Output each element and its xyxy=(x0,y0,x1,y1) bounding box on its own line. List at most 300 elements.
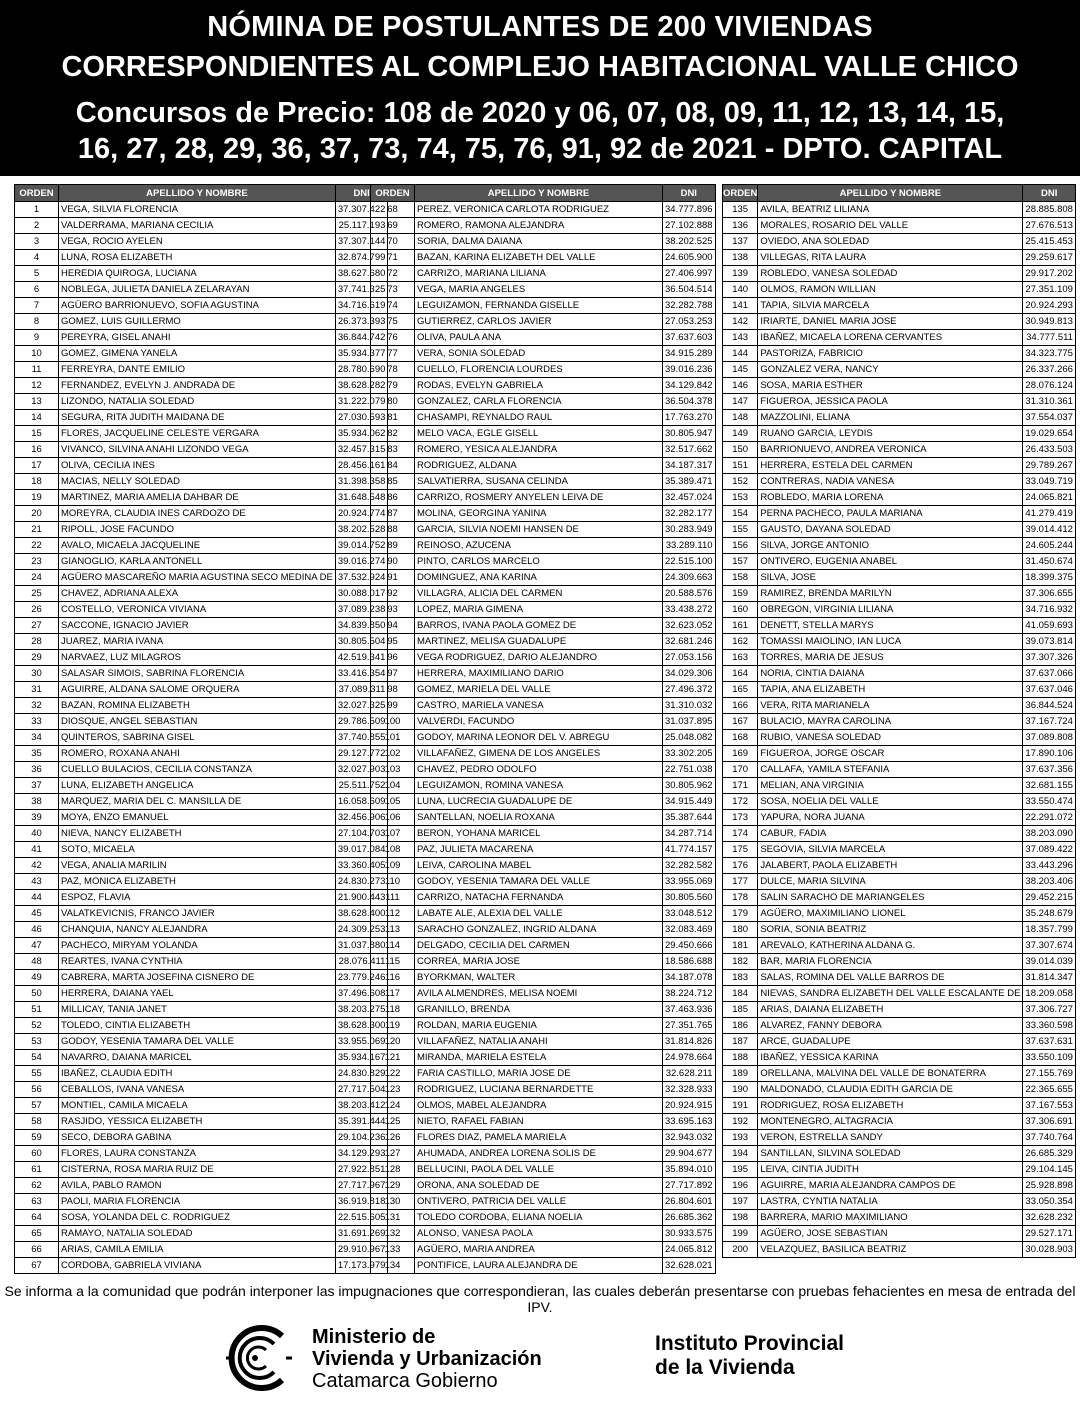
row-dni: 33.048.512 xyxy=(663,906,716,922)
row-dni: 38.203.090 xyxy=(1023,826,1076,842)
table-row xyxy=(371,1050,716,1066)
row-dni: 32.943.032 xyxy=(663,1130,716,1146)
table-row xyxy=(371,490,716,506)
row-orden: 134 xyxy=(371,1258,415,1274)
row-nombre: CHAVEZ, ADRIANA ALEXA xyxy=(59,586,336,602)
row-dni: 32.282.582 xyxy=(663,858,716,874)
table-row xyxy=(723,346,1076,362)
row-orden: 54 xyxy=(15,1050,59,1066)
row-dni: 18.586.688 xyxy=(663,954,716,970)
row-orden: 112 xyxy=(371,906,415,922)
row-orden: 108 xyxy=(371,842,415,858)
row-dni: 31.037.880 xyxy=(335,938,388,954)
row-nombre: SALIN SARACHO DE MARIANGELES xyxy=(758,890,1023,906)
table-row xyxy=(723,1226,1076,1242)
row-dni: 37.740.855 xyxy=(335,730,388,746)
row-nombre: TOMASSI MAIOLINO, IAN LUCA xyxy=(758,634,1023,650)
row-orden: 189 xyxy=(723,1066,758,1082)
row-nombre: PAZ, MONICA ELIZABETH xyxy=(59,874,336,890)
row-nombre: IBAÑEZ, MICAELA LORENA CERVANTES xyxy=(758,330,1023,346)
row-dni: 31.814.347 xyxy=(1023,970,1076,986)
table-row xyxy=(15,986,388,1002)
row-nombre: FIGUEROA, JESSICA PAOLA xyxy=(758,394,1023,410)
row-dni: 31.037.895 xyxy=(663,714,716,730)
table-row xyxy=(15,1242,388,1258)
row-orden: 13 xyxy=(15,394,59,410)
row-orden: 133 xyxy=(371,1242,415,1258)
table-row xyxy=(15,1002,388,1018)
row-orden: 191 xyxy=(723,1098,758,1114)
row-nombre: IBAÑEZ, YESSICA KARINA xyxy=(758,1050,1023,1066)
row-dni: 28.076.411 xyxy=(335,954,388,970)
row-dni: 38.202.525 xyxy=(663,234,716,250)
row-orden: 80 xyxy=(371,394,415,410)
table-row xyxy=(15,602,388,618)
row-nombre: MOYA, ENZO EMANUEL xyxy=(59,810,336,826)
row-dni: 29.127.772 xyxy=(335,746,388,762)
row-nombre: LEGUIZAMON, FERNANDA GISELLE xyxy=(415,298,663,314)
row-dni: 24.978.664 xyxy=(663,1050,716,1066)
row-orden: 35 xyxy=(15,746,59,762)
row-nombre: GUTIERREZ, CARLOS JAVIER xyxy=(415,314,663,330)
table-row xyxy=(371,922,716,938)
table-row xyxy=(15,202,388,218)
table-row xyxy=(723,1082,1076,1098)
row-dni: 18.357.799 xyxy=(1023,922,1076,938)
table-row xyxy=(723,298,1076,314)
row-dni: 34.187.317 xyxy=(663,458,716,474)
table-row xyxy=(371,362,716,378)
row-dni: 29.910.967 xyxy=(335,1242,388,1258)
row-dni: 32.628.232 xyxy=(1023,1210,1076,1226)
row-nombre: AVILA, PABLO RAMON xyxy=(59,1178,336,1194)
row-dni: 34.716.932 xyxy=(1023,602,1076,618)
row-dni: 31.310.032 xyxy=(663,698,716,714)
table-row xyxy=(371,1146,716,1162)
row-nombre: PAZ, JULIETA MACARENA xyxy=(415,842,663,858)
row-dni: 38.202.528 xyxy=(335,522,388,538)
row-nombre: RODRIGUEZ, LUCIANA BERNARDETTE xyxy=(415,1082,663,1098)
row-nombre: CALLAFA, YAMILA STEFANIA xyxy=(758,762,1023,778)
table-row xyxy=(371,714,716,730)
row-orden: 182 xyxy=(723,954,758,970)
table-row xyxy=(371,1066,716,1082)
row-nombre: SEGOVIA, SILVIA MARCELA xyxy=(758,842,1023,858)
row-orden: 176 xyxy=(723,858,758,874)
row-nombre: BAZAN, ROMINA ELIZABETH xyxy=(59,698,336,714)
row-orden: 88 xyxy=(371,522,415,538)
row-orden: 160 xyxy=(723,602,758,618)
row-nombre: NIEVAS, SANDRA ELIZABETH DEL VALLE ESCALANTE DE xyxy=(758,986,1023,1002)
row-nombre: LOPEZ, MARIA GIMENA xyxy=(415,602,663,618)
row-nombre: AGÜERO MASCAREÑO MARIA AGUSTINA SECO MEDINA DE xyxy=(59,570,336,586)
table-row xyxy=(15,618,388,634)
table-row xyxy=(15,778,388,794)
row-orden: 19 xyxy=(15,490,59,506)
row-dni: 27.717.967 xyxy=(335,1178,388,1194)
table-row xyxy=(15,938,388,954)
table-row xyxy=(371,442,716,458)
row-orden: 68 xyxy=(371,202,415,218)
row-orden: 32 xyxy=(15,698,59,714)
table-row xyxy=(723,522,1076,538)
table-row xyxy=(371,906,716,922)
row-orden: 18 xyxy=(15,474,59,490)
table-row xyxy=(723,1162,1076,1178)
row-dni: 18.399.375 xyxy=(1023,570,1076,586)
row-orden: 5 xyxy=(15,266,59,282)
row-orden: 102 xyxy=(371,746,415,762)
table-row xyxy=(371,1178,716,1194)
row-orden: 138 xyxy=(723,250,758,266)
row-dni: 31.310.361 xyxy=(1023,394,1076,410)
row-dni: 32.457.024 xyxy=(663,490,716,506)
table-row xyxy=(371,282,716,298)
row-nombre: CUELLO, FLORENCIA LOURDES xyxy=(415,362,663,378)
row-nombre: GARCIA, SILVIA NOEMI HANSEN DE xyxy=(415,522,663,538)
table-row xyxy=(371,426,716,442)
row-orden: 107 xyxy=(371,826,415,842)
row-nombre: CEBALLOS, IVANA VANESA xyxy=(59,1082,336,1098)
table-row xyxy=(15,634,388,650)
table-row xyxy=(723,1210,1076,1226)
row-dni: 32.027.903 xyxy=(335,762,388,778)
row-nombre: MELIAN, ANA VIRGINIA xyxy=(758,778,1023,794)
table-row xyxy=(723,234,1076,250)
row-nombre: GODOY, YESENIA TAMARA DEL VALLE xyxy=(59,1034,336,1050)
row-nombre: OLIVA, PAULA ANA xyxy=(415,330,663,346)
row-nombre: CORREA, MARIA JOSE xyxy=(415,954,663,970)
row-dni: 30.933.575 xyxy=(663,1226,716,1242)
row-orden: 121 xyxy=(371,1050,415,1066)
table-row xyxy=(15,506,388,522)
row-orden: 157 xyxy=(723,554,758,570)
table-row xyxy=(15,762,388,778)
row-nombre: HERRERA, MAXIMILIANO DARIO xyxy=(415,666,663,682)
row-dni: 22.515.100 xyxy=(663,554,716,570)
row-orden: 119 xyxy=(371,1018,415,1034)
row-orden: 17 xyxy=(15,458,59,474)
row-orden: 72 xyxy=(371,266,415,282)
row-nombre: NAVARRO, DAIANA MARICEL xyxy=(59,1050,336,1066)
row-orden: 161 xyxy=(723,618,758,634)
row-dni: 26.804.601 xyxy=(663,1194,716,1210)
row-nombre: ROLDAN, MARIA EUGENIA xyxy=(415,1018,663,1034)
row-dni: 25.415.453 xyxy=(1023,234,1076,250)
row-orden: 199 xyxy=(723,1226,758,1242)
table-row xyxy=(371,1130,716,1146)
header-nombre: APELLIDO Y NOMBRE xyxy=(415,185,663,202)
row-orden: 34 xyxy=(15,730,59,746)
row-dni: 27.155.769 xyxy=(1023,1066,1076,1082)
row-orden: 166 xyxy=(723,698,758,714)
row-dni: 36.504.378 xyxy=(663,394,716,410)
row-dni: 34.915.289 xyxy=(663,346,716,362)
row-nombre: AGUIRRE, MARIA ALEJANDRA CAMPOS DE xyxy=(758,1178,1023,1194)
row-nombre: VILLAFAÑEZ, GIMENA DE LOS ANGELES xyxy=(415,746,663,762)
row-dni: 27.406.997 xyxy=(663,266,716,282)
row-dni: 27.030.593 xyxy=(335,410,388,426)
row-nombre: CARRIZO, ROSMERY ANYELEN LEIVA DE xyxy=(415,490,663,506)
row-dni: 35.391.444 xyxy=(335,1114,388,1130)
table-row xyxy=(723,602,1076,618)
row-nombre: DULCE, MARIA SILVINA xyxy=(758,874,1023,890)
row-orden: 25 xyxy=(15,586,59,602)
row-orden: 53 xyxy=(15,1034,59,1050)
row-orden: 1 xyxy=(15,202,59,218)
row-nombre: BARRERA, MARIO MAXIMILIANO xyxy=(758,1210,1023,1226)
row-orden: 92 xyxy=(371,586,415,602)
table-row xyxy=(723,714,1076,730)
table-row xyxy=(723,890,1076,906)
row-dni: 33.416.354 xyxy=(335,666,388,682)
row-dni: 38.203.275 xyxy=(335,1002,388,1018)
table-row xyxy=(723,458,1076,474)
row-dni: 30.805.504 xyxy=(335,634,388,650)
table-row xyxy=(15,1226,388,1242)
row-orden: 33 xyxy=(15,714,59,730)
row-nombre: RAMAYO, NATALIA SOLEDAD xyxy=(59,1226,336,1242)
table-row xyxy=(15,682,388,698)
row-nombre: FERNANDEZ, EVELYN J. ANDRADA DE xyxy=(59,378,336,394)
row-dni: 27.496.372 xyxy=(663,682,716,698)
table-row xyxy=(15,1034,388,1050)
row-orden: 74 xyxy=(371,298,415,314)
row-nombre: VERON, ESTRELLA SANDY xyxy=(758,1130,1023,1146)
row-orden: 57 xyxy=(15,1098,59,1114)
row-dni: 37.167.553 xyxy=(1023,1098,1076,1114)
row-dni: 27.053.253 xyxy=(663,314,716,330)
row-orden: 103 xyxy=(371,762,415,778)
row-orden: 101 xyxy=(371,730,415,746)
row-dni: 34.187.078 xyxy=(663,970,716,986)
row-nombre: PASTORIZA, FABRICIO xyxy=(758,346,1023,362)
row-orden: 162 xyxy=(723,634,758,650)
row-nombre: AHUMADA, ANDREA LORENA SOLIS DE xyxy=(415,1146,663,1162)
row-orden: 59 xyxy=(15,1130,59,1146)
header-nombre: APELLIDO Y NOMBRE xyxy=(59,185,336,202)
table-row xyxy=(371,986,716,1002)
table-row xyxy=(371,1194,716,1210)
header-orden: ORDEN xyxy=(371,185,415,202)
row-dni: 34.839.850 xyxy=(335,618,388,634)
table-row xyxy=(15,826,388,842)
row-dni: 37.741.325 xyxy=(335,282,388,298)
table-row xyxy=(371,330,716,346)
row-dni: 37.637.066 xyxy=(1023,666,1076,682)
row-nombre: SOTO, MICAELA xyxy=(59,842,336,858)
header-orden: ORDEN xyxy=(15,185,59,202)
row-nombre: MOREYRA, CLAUDIA INES CARDOZO DE xyxy=(59,506,336,522)
row-dni: 16.058.609 xyxy=(335,794,388,810)
row-dni: 17.890.106 xyxy=(1023,746,1076,762)
row-nombre: RODAS, EVELYN GABRIELA xyxy=(415,378,663,394)
table-row xyxy=(371,1242,716,1258)
row-nombre: SILVA, JORGE ANTONIO xyxy=(758,538,1023,554)
row-orden: 16 xyxy=(15,442,59,458)
table-row xyxy=(371,474,716,490)
row-dni: 29.786.509 xyxy=(335,714,388,730)
row-orden: 40 xyxy=(15,826,59,842)
row-nombre: MELO VACA, EGLE GISELL xyxy=(415,426,663,442)
row-orden: 178 xyxy=(723,890,758,906)
row-dni: 37.637.046 xyxy=(1023,682,1076,698)
table-row xyxy=(371,778,716,794)
row-dni: 29.904.677 xyxy=(663,1146,716,1162)
row-orden: 66 xyxy=(15,1242,59,1258)
row-nombre: PAOLI, MARIA FLORENCIA xyxy=(59,1194,336,1210)
row-nombre: VALATKEVICNIS, FRANCO JAVIER xyxy=(59,906,336,922)
row-nombre: TOLEDO, CINTIA ELIZABETH xyxy=(59,1018,336,1034)
ipv-name: Instituto Provincial de la Vivienda xyxy=(655,1332,845,1379)
table-row xyxy=(371,746,716,762)
row-orden: 174 xyxy=(723,826,758,842)
row-nombre: MALDONADO, CLAUDIA EDITH GARCIA DE xyxy=(758,1082,1023,1098)
row-dni: 37.637.631 xyxy=(1023,1034,1076,1050)
table-row xyxy=(15,1082,388,1098)
row-dni: 39.014.039 xyxy=(1023,954,1076,970)
table-row xyxy=(15,746,388,762)
table-row xyxy=(371,858,716,874)
row-orden: 20 xyxy=(15,506,59,522)
table-row xyxy=(371,1210,716,1226)
row-nombre: OLMOS, RAMON WILLIAN xyxy=(758,282,1023,298)
row-dni: 26.685.362 xyxy=(663,1210,716,1226)
row-dni: 27.676.513 xyxy=(1023,218,1076,234)
row-nombre: SOSA, YOLANDA DEL C. RODRIGUEZ xyxy=(59,1210,336,1226)
table-row xyxy=(15,714,388,730)
row-dni: 29.527.171 xyxy=(1023,1226,1076,1242)
row-dni: 32.083.469 xyxy=(663,922,716,938)
table-row xyxy=(15,890,388,906)
table-row xyxy=(371,1258,716,1274)
row-dni: 38.628.282 xyxy=(335,378,388,394)
table-row xyxy=(371,634,716,650)
row-dni: 24.830.273 xyxy=(335,874,388,890)
row-nombre: FLORES, LAURA CONSTANZA xyxy=(59,1146,336,1162)
row-nombre: GONZALEZ, CARLA FLORENCIA xyxy=(415,394,663,410)
row-dni: 32.623.052 xyxy=(663,618,716,634)
row-orden: 192 xyxy=(723,1114,758,1130)
row-dni: 22.291.072 xyxy=(1023,810,1076,826)
row-nombre: DENETT, STELLA MARYS xyxy=(758,618,1023,634)
row-orden: 167 xyxy=(723,714,758,730)
row-orden: 193 xyxy=(723,1130,758,1146)
table-row xyxy=(723,778,1076,794)
row-orden: 48 xyxy=(15,954,59,970)
row-nombre: VEGA, MARIA ANGELES xyxy=(415,282,663,298)
table-row xyxy=(371,762,716,778)
row-nombre: JUAREZ, MARIA IVANA xyxy=(59,634,336,650)
row-dni: 32.282.177 xyxy=(663,506,716,522)
row-orden: 163 xyxy=(723,650,758,666)
table-row xyxy=(371,458,716,474)
table-row xyxy=(723,874,1076,890)
row-dni: 37.740.764 xyxy=(1023,1130,1076,1146)
subtitle-line-1: Concursos de Precio: 108 de 2020 y 06, 07, 08, 09, 11, 12, 13, 14, 15, xyxy=(75,97,1005,129)
row-dni: 37.532.924 xyxy=(335,570,388,586)
row-nombre: CHANQUIA, NANCY ALEJANDRA xyxy=(59,922,336,938)
table-row xyxy=(15,570,388,586)
applicants-table-2 xyxy=(370,184,716,1274)
row-orden: 153 xyxy=(723,490,758,506)
row-nombre: GOMEZ, GIMENA YANELA xyxy=(59,346,336,362)
row-orden: 89 xyxy=(371,538,415,554)
row-nombre: AREVALO, KATHERINA ALDANA G. xyxy=(758,938,1023,954)
row-orden: 154 xyxy=(723,506,758,522)
table-row xyxy=(723,666,1076,682)
row-dni: 32.681.155 xyxy=(1023,778,1076,794)
row-dni: 33.360.598 xyxy=(1023,1018,1076,1034)
row-nombre: SECO, DEBORA GABINA xyxy=(59,1130,336,1146)
row-dni: 29.450.666 xyxy=(663,938,716,954)
row-nombre: BYORKMAN, WALTER xyxy=(415,970,663,986)
table-row xyxy=(723,1130,1076,1146)
row-nombre: GODOY, MARINA LEONOR DEL V. ABREGU xyxy=(415,730,663,746)
table-row xyxy=(371,618,716,634)
row-nombre: PONTIFICE, LAURA ALEJANDRA DE xyxy=(415,1258,663,1274)
row-nombre: AGUIRRE, ALDANA SALOME ORQUERA xyxy=(59,682,336,698)
row-dni: 31.222.079 xyxy=(335,394,388,410)
row-orden: 170 xyxy=(723,762,758,778)
row-dni: 18.209.058 xyxy=(1023,986,1076,1002)
row-orden: 56 xyxy=(15,1082,59,1098)
row-nombre: BERON, YOHANA MARICEL xyxy=(415,826,663,842)
row-orden: 186 xyxy=(723,1018,758,1034)
table-row xyxy=(15,954,388,970)
table-row xyxy=(15,1018,388,1034)
row-nombre: CORDOBA, GABRIELA VIVIANA xyxy=(59,1258,336,1274)
row-orden: 31 xyxy=(15,682,59,698)
row-dni: 33.360.405 xyxy=(335,858,388,874)
row-dni: 42.519.341 xyxy=(335,650,388,666)
row-nombre: ROBLEDO, VANESA SOLEDAD xyxy=(758,266,1023,282)
row-dni: 38.627.680 xyxy=(335,266,388,282)
row-nombre: FLORES DIAZ, PAMELA MARIELA xyxy=(415,1130,663,1146)
table-row xyxy=(723,682,1076,698)
header-dni: DNI xyxy=(335,185,388,202)
table-row xyxy=(15,794,388,810)
row-dni: 32.456.906 xyxy=(335,810,388,826)
row-nombre: NARVAEZ, LUZ MILAGROS xyxy=(59,650,336,666)
row-dni: 34.129.842 xyxy=(663,378,716,394)
table-row xyxy=(723,842,1076,858)
table-row xyxy=(15,1258,388,1274)
table-row xyxy=(371,538,716,554)
row-nombre: ROMERO, YESICA ALEJANDRA xyxy=(415,442,663,458)
row-dni: 27.104.703 xyxy=(335,826,388,842)
row-dni: 30.028.903 xyxy=(1023,1242,1076,1258)
table-row xyxy=(371,970,716,986)
row-orden: 24 xyxy=(15,570,59,586)
table-row xyxy=(371,410,716,426)
row-dni: 39.073.814 xyxy=(1023,634,1076,650)
table-row xyxy=(723,490,1076,506)
row-orden: 29 xyxy=(15,650,59,666)
row-dni: 39.017.084 xyxy=(335,842,388,858)
table-row xyxy=(371,890,716,906)
table-row xyxy=(723,986,1076,1002)
row-orden: 37 xyxy=(15,778,59,794)
row-orden: 180 xyxy=(723,922,758,938)
row-nombre: CUELLO BULACIOS, CECILIA CONSTANZA xyxy=(59,762,336,778)
row-nombre: VEGA, SILVIA FLORENCIA xyxy=(59,202,336,218)
row-nombre: NOBLEGA, JULIETA DANIELA ZELARAYAN xyxy=(59,282,336,298)
row-nombre: HERRERA, ESTELA DEL CARMEN xyxy=(758,458,1023,474)
table-row xyxy=(15,698,388,714)
row-dni: 22.515.605 xyxy=(335,1210,388,1226)
row-nombre: SANTILLAN, SILVINA SOLEDAD xyxy=(758,1146,1023,1162)
